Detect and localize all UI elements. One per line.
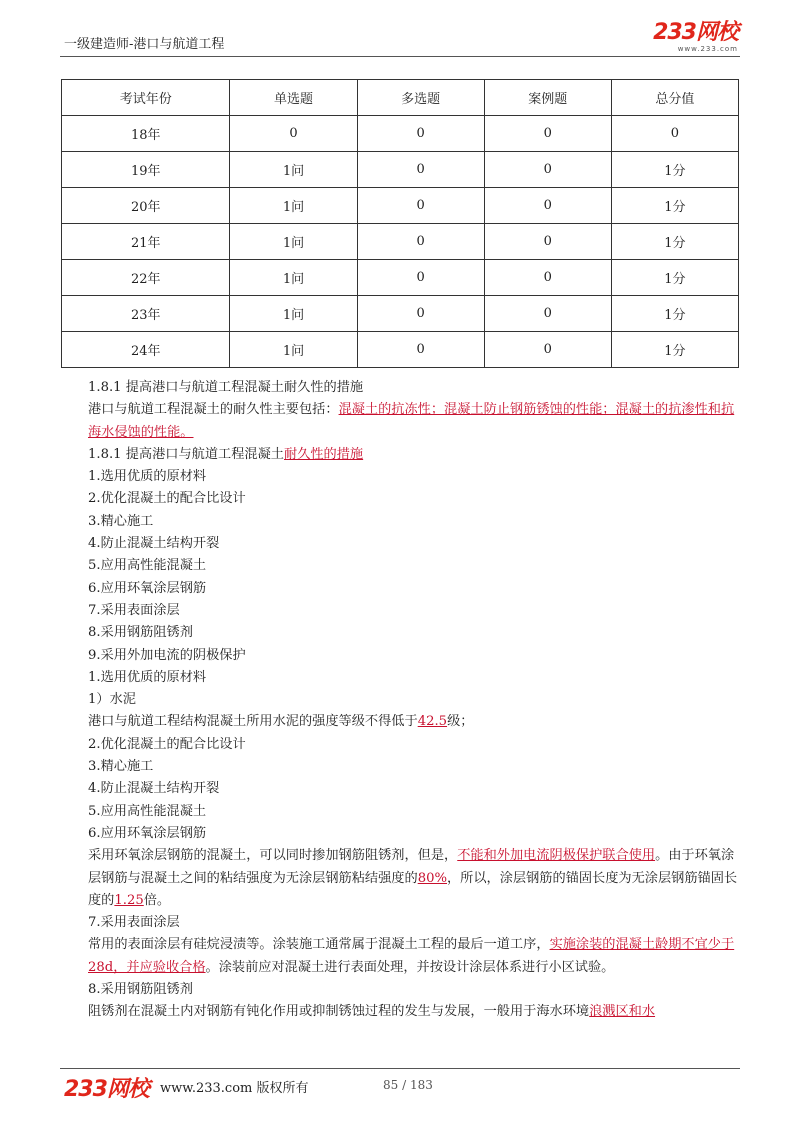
list-item: 2.优化混凝土的配合比设计	[88, 736, 246, 752]
list-item: 4.防止混凝土结构开裂	[88, 781, 220, 797]
table-row	[62, 296, 739, 332]
list-item: 9.采用外加电流的阴极保护	[88, 647, 246, 663]
table-cell: 23年	[62, 296, 230, 332]
paragraph-text: 阻锈剂在混凝土内对钢筋有钝化作用或抑制锈蚀过程的发生与发展，一般用于海水环境	[88, 1004, 590, 1020]
table-cell: 18年	[62, 116, 230, 152]
highlight-text: 42.5	[417, 714, 448, 730]
document-body	[62, 377, 738, 1024]
section-heading: 7.采用表面涂层	[88, 915, 180, 931]
table-header-cell: 案例题	[484, 80, 611, 116]
paragraph-text: 常用的表面涂层有硅烷浸渍等。涂装施工通常属于混凝土工程的最后一道工序，	[88, 937, 550, 953]
table-cell: 1问	[230, 224, 357, 260]
paragraph-text: 。由于环氧涂层钢筋与混凝土之间的粘结强度为无涂层钢筋粘结强度的	[88, 848, 735, 886]
table-header-row	[62, 80, 739, 116]
table-row	[62, 116, 739, 152]
header-divider	[60, 56, 740, 57]
table-cell: 19年	[62, 152, 230, 188]
table-cell: 0	[357, 188, 484, 224]
table-row	[62, 224, 739, 260]
footer-divider	[60, 1068, 740, 1069]
table-cell: 1分	[611, 260, 738, 296]
table-cell: 0	[357, 260, 484, 296]
sub-heading: 1）水泥	[88, 692, 136, 708]
footer-logo: 233网校	[64, 1077, 149, 1102]
table-cell: 0	[484, 224, 611, 260]
table-row	[62, 152, 739, 188]
page-header-title: 一级建造师-港口与航道工程	[64, 37, 225, 52]
table-header-cell: 多选题	[357, 80, 484, 116]
table-cell: 1分	[611, 188, 738, 224]
list-item: 4.防止混凝土结构开裂	[88, 536, 220, 552]
table-cell: 1问	[230, 260, 357, 296]
page-number: 85 / 183	[383, 1078, 433, 1092]
paragraph-text: 采用环氧涂层钢筋的混凝土，可以同时掺加钢筋阻锈剂，但是，	[88, 848, 458, 864]
highlight-text: 混凝土的抗冻性；混凝土防止钢筋锈蚀的性能；混凝土的抗渗性和抗海水侵蚀的性能。	[88, 402, 735, 440]
table-cell: 0	[357, 116, 484, 152]
table-row	[62, 188, 739, 224]
paragraph-text: 。涂装前应对混凝土进行表面处理，并按设计涂层体系进行小区试验。	[205, 959, 615, 975]
highlight-text: 80%	[417, 870, 447, 886]
table-cell: 0	[357, 296, 484, 332]
brand-logo-url: www.233.com	[677, 45, 738, 53]
paragraph-text: 港口与航道工程结构混凝土所用水泥的强度等级不得低于	[88, 714, 418, 730]
brand-logo	[653, 22, 738, 53]
paragraph	[62, 1001, 738, 1023]
table-cell: 0	[484, 152, 611, 188]
section-heading	[62, 444, 738, 466]
table-cell: 1分	[611, 296, 738, 332]
table-cell: 1分	[611, 332, 738, 368]
table-cell: 1问	[230, 332, 357, 368]
section-heading: 1.选用优质的原材料	[88, 669, 207, 685]
list-item: 3.精心施工	[88, 513, 154, 529]
table-header-cell: 总分值	[611, 80, 738, 116]
list-item: 5.应用高性能混凝土	[88, 558, 207, 574]
table-cell: 0	[484, 332, 611, 368]
paragraph-text: 倍。	[143, 892, 171, 908]
paragraph	[62, 711, 738, 733]
brand-logo-text: 233网校	[653, 20, 738, 45]
table-cell: 1问	[230, 188, 357, 224]
table-header-cell: 考试年份	[62, 80, 230, 116]
table-cell: 1分	[611, 224, 738, 260]
paragraph-text: ，所以，涂层钢筋的锚固长度为无涂层钢筋锚固长度的	[88, 870, 738, 908]
list-item: 5.应用高性能混凝土	[88, 803, 207, 819]
paragraph-text: 级；	[447, 714, 474, 730]
table-cell: 0	[484, 188, 611, 224]
footer-copyright: www.233.com 版权所有	[160, 1081, 309, 1096]
paragraph	[62, 934, 738, 979]
paragraph	[62, 399, 738, 444]
table-cell: 0	[611, 116, 738, 152]
table-cell: 22年	[62, 260, 230, 296]
table-header-cell: 单选题	[230, 80, 357, 116]
table-cell: 0	[484, 296, 611, 332]
highlight-text: 浪溅区和水	[589, 1004, 656, 1020]
table-cell: 1问	[230, 152, 357, 188]
table-cell: 0	[230, 116, 357, 152]
exam-score-table	[61, 79, 739, 368]
list-item: 1.选用优质的原材料	[88, 469, 207, 485]
table-cell: 1分	[611, 152, 738, 188]
section-heading: 8.采用钢筋阻锈剂	[88, 982, 193, 998]
table-cell: 20年	[62, 188, 230, 224]
paragraph-text: 港口与航道工程混凝土的耐久性主要包括：	[88, 402, 339, 418]
table-row	[62, 332, 739, 368]
table-cell: 21年	[62, 224, 230, 260]
highlight-text: 实施涂装的混凝土龄期不宜少于28d，并应验收合格	[88, 937, 735, 975]
paragraph	[62, 845, 738, 912]
list-item: 6.应用环氧涂层钢筋	[88, 580, 207, 596]
highlight-text: 1.25	[114, 892, 144, 908]
section-heading: 1.8.1 提高港口与航道工程混凝土耐久性的措施	[88, 380, 364, 395]
table-cell: 0	[357, 332, 484, 368]
list-item: 7.采用表面涂层	[88, 602, 180, 618]
highlight-text: 耐久性的措施	[284, 446, 364, 462]
highlight-text: 不能和外加电流阴极保护联合使用	[457, 848, 656, 864]
list-item: 2.优化混凝土的配合比设计	[88, 491, 246, 507]
list-item: 8.采用钢筋阻锈剂	[88, 625, 193, 641]
table-cell: 24年	[62, 332, 230, 368]
list-item: 3.精心施工	[88, 759, 154, 775]
list-item: 6.应用环氧涂层钢筋	[88, 825, 207, 841]
table-cell: 0	[357, 152, 484, 188]
paragraph-text: 1.8.1 提高港口与航道工程混凝土	[88, 446, 284, 462]
table-cell: 0	[484, 116, 611, 152]
table-cell: 0	[484, 260, 611, 296]
table-cell: 1问	[230, 296, 357, 332]
table-row	[62, 260, 739, 296]
table-cell: 0	[357, 224, 484, 260]
